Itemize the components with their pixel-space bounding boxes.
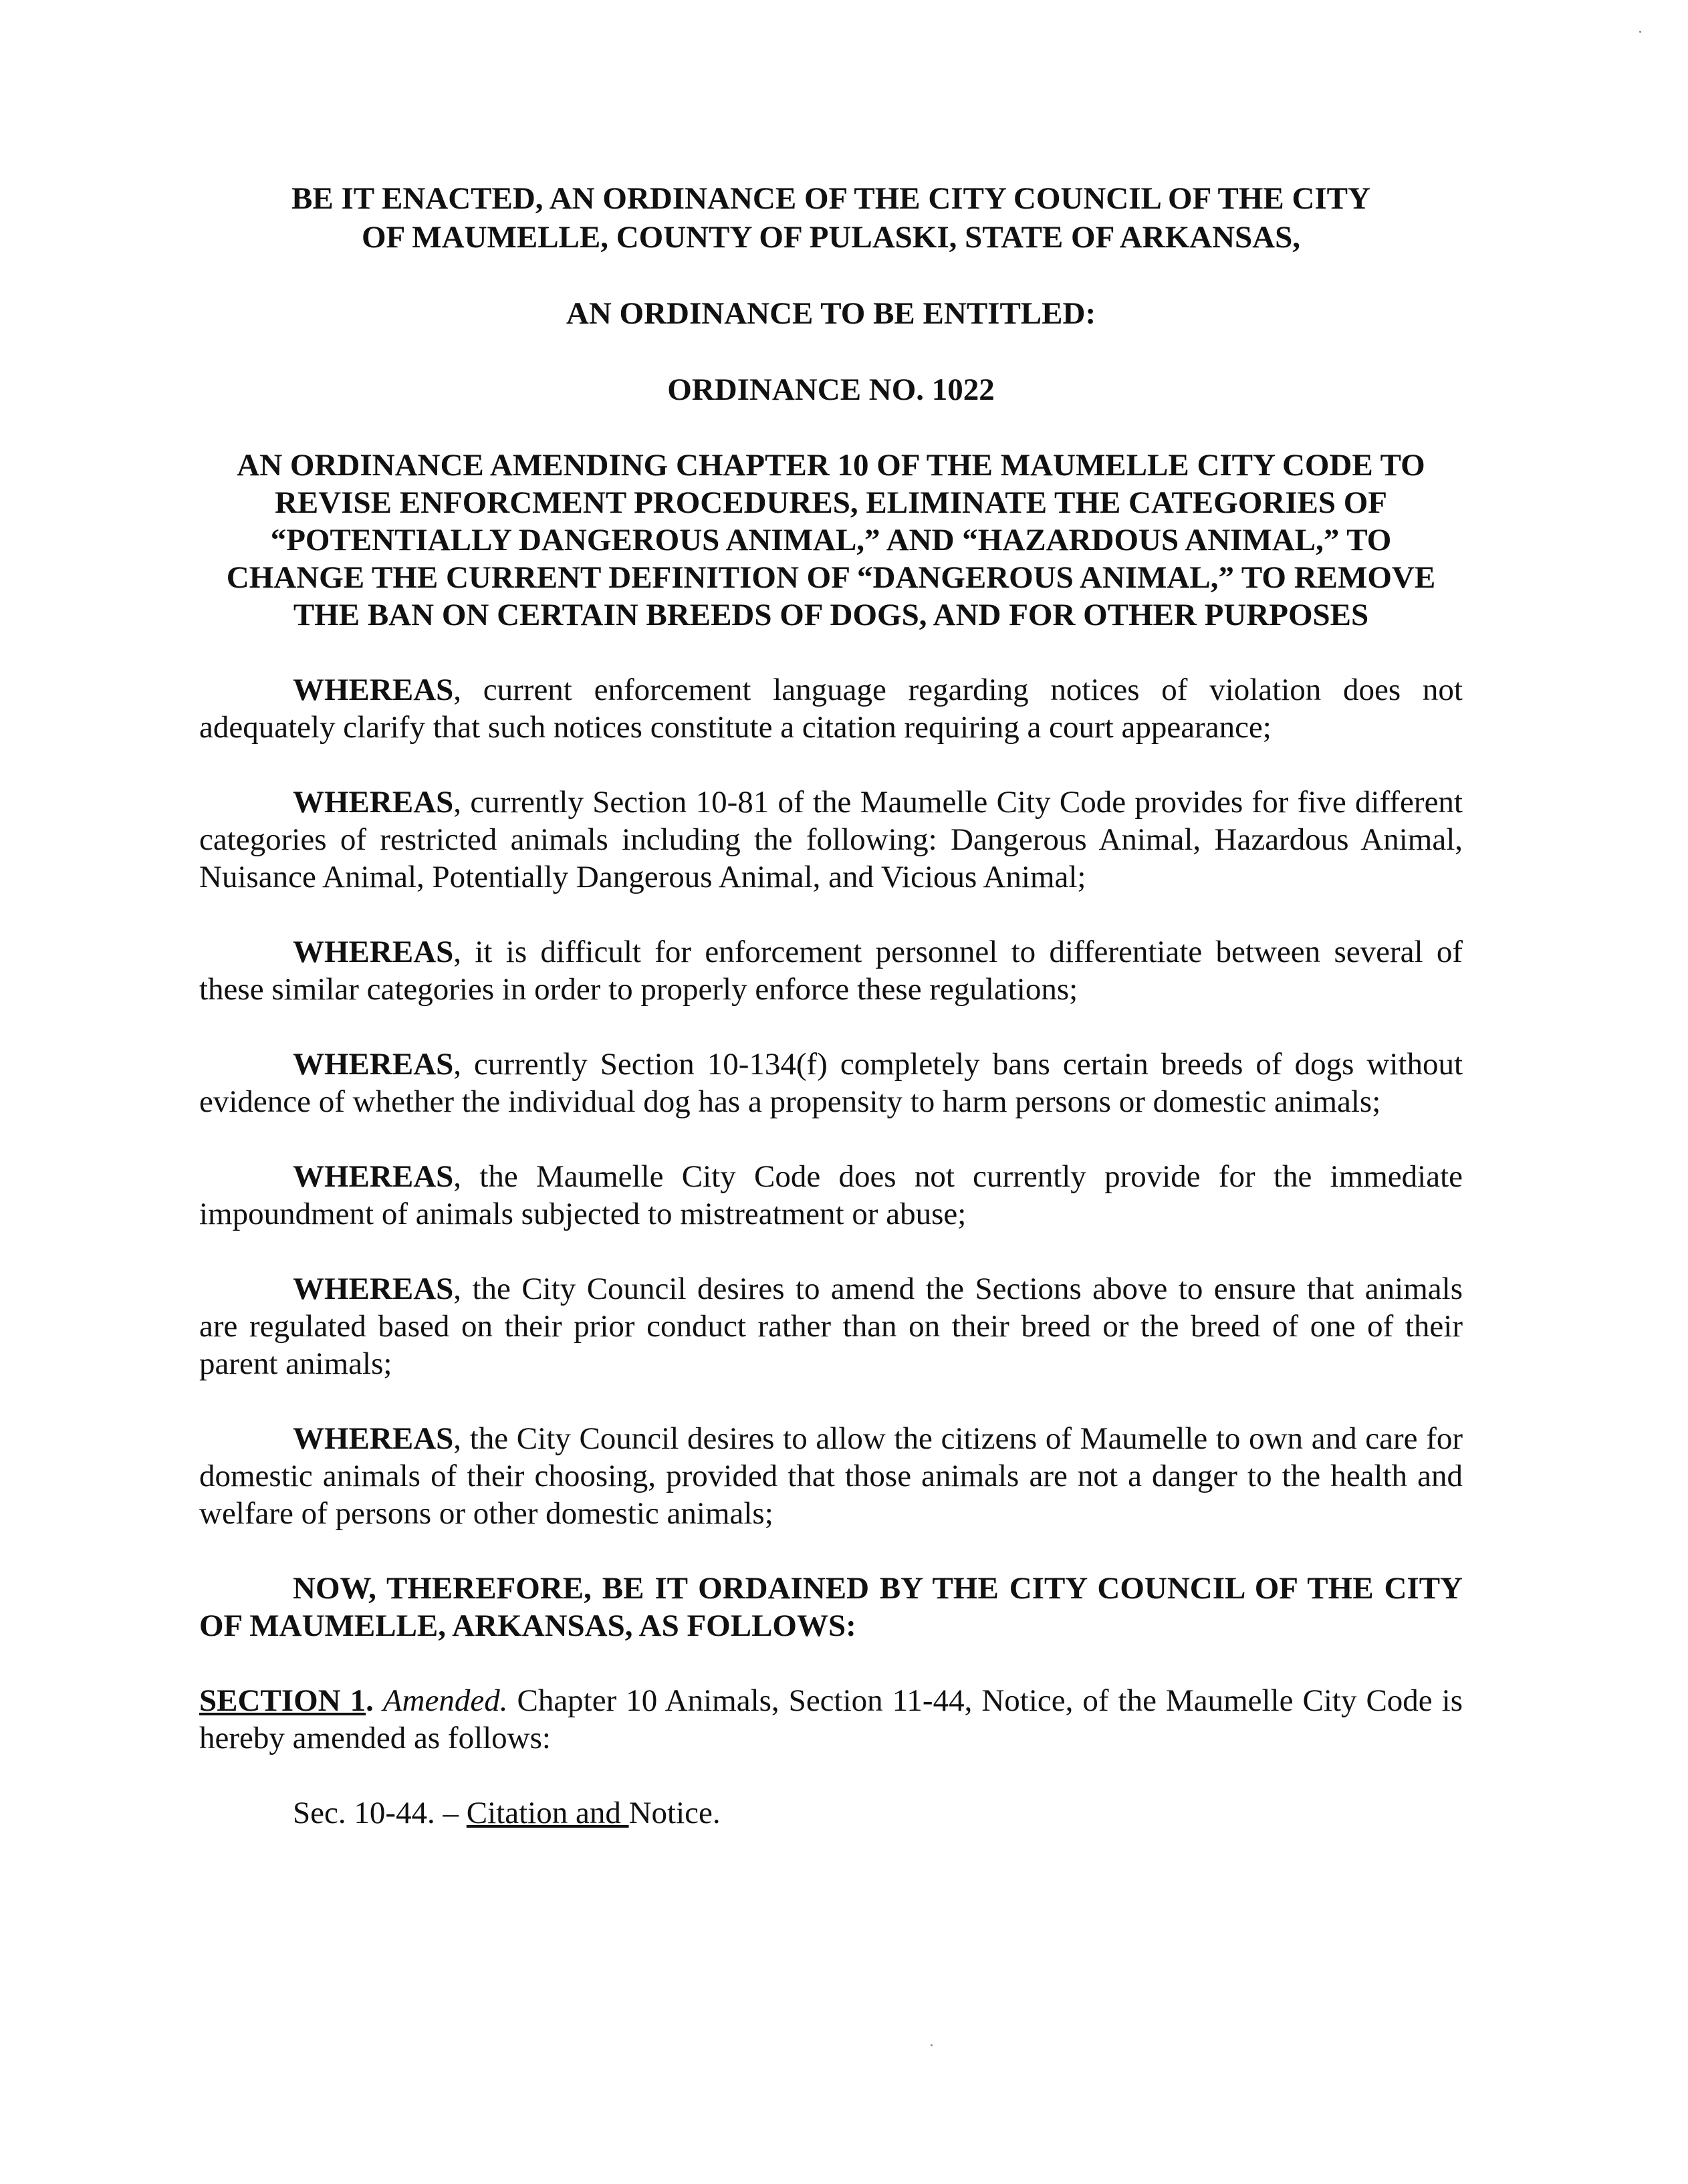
- whereas-clause: [199, 1158, 1463, 1233]
- whereas-text: , the City Council desires to amend the Sections above to ensure that animals are regulated based on their prior conduct rather than on their breed or the breed of one of their parent animals;: [199, 1271, 1463, 1381]
- whereas-clause: [199, 1046, 1463, 1120]
- whereas-text: , currently Section 10-81 of the Maumelle City Code provides for five different categories of restricted animals including the following: Dangerous Animal, Hazardous Animal, Nuisance Animal, Potentially Dangerous Animal, and Vicious Animal;: [199, 785, 1463, 894]
- whereas-lead: WHEREAS: [293, 1159, 454, 1194]
- subsection-prefix: Sec. 10-44. –: [293, 1796, 467, 1830]
- section-1: [199, 1682, 1463, 1757]
- whereas-text: , the Maumelle City Code does not currently provide for the immediate impoundment of animals subjected to mistreatment or abuse;: [199, 1159, 1463, 1231]
- whereas-clause: [199, 1270, 1463, 1382]
- subsection-heading: [199, 1794, 1463, 1832]
- ordinance-number: ORDINANCE NO. 1022: [667, 372, 995, 407]
- whereas-clause: [199, 783, 1463, 896]
- title-line: CHANGE THE CURRENT DEFINITION OF “DANGEROUS ANIMAL,” TO REMOVE: [226, 560, 1436, 595]
- enactment-line: OF MAUMELLE, COUNTY OF PULASKI, STATE OF ARKANSAS,: [361, 220, 1301, 255]
- title-line: “POTENTIALLY DANGEROUS ANIMAL,” AND “HAZARDOUS ANIMAL,” TO: [270, 523, 1392, 558]
- enactment-clause: [199, 179, 1463, 257]
- whereas-clause: [199, 933, 1463, 1008]
- document-body: [199, 179, 1463, 1832]
- ordained-clause: NOW, THEREFORE, BE IT ORDAINED BY THE CITY COUNCIL OF THE CITY OF MAUMELLE, ARKANSAS, AS FOLLOWS:: [199, 1571, 1463, 1643]
- whereas-clause: [199, 671, 1463, 746]
- title-line: AN ORDINANCE AMENDING CHAPTER 10 OF THE MAUMELLE CITY CODE TO: [237, 448, 1425, 483]
- whereas-text: , current enforcement language regarding notices of violation does not adequately clarify that such notices constitute a citation requiring a court appearance;: [199, 673, 1463, 745]
- section-1-text: Chapter 10 Animals, Section 11-44, Notice, of the Maumelle City Code is hereby amended as follows:: [199, 1683, 1463, 1755]
- section-1-status: Amended.: [382, 1683, 508, 1718]
- title-line: THE BAN ON CERTAIN BREEDS OF DOGS, AND FOR OTHER PURPOSES: [293, 598, 1369, 632]
- section-1-label: SECTION 1: [199, 1683, 366, 1718]
- enactment-line: BE IT ENACTED, AN ORDINANCE OF THE CITY COUNCIL OF THE CITY: [291, 181, 1370, 216]
- whereas-text: , it is difficult for enforcement personnel to differentiate between several of these similar categories in order to properly enforce these regulations;: [199, 935, 1463, 1007]
- whereas-lead: WHEREAS: [293, 1047, 454, 1082]
- whereas-clause: [199, 1420, 1463, 1532]
- whereas-lead: WHEREAS: [293, 1271, 454, 1306]
- scan-speck: [1639, 31, 1641, 33]
- subsection-inserted-text: Citation and: [466, 1796, 629, 1830]
- subsection-suffix: Notice.: [628, 1796, 721, 1830]
- whereas-lead: WHEREAS: [293, 673, 454, 707]
- section-1-period: .: [366, 1683, 374, 1718]
- title-line: REVISE ENFORCMENT PROCEDURES, ELIMINATE THE CATEGORIES OF: [274, 485, 1387, 520]
- scan-speck: [931, 2044, 933, 2046]
- whereas-text: , the City Council desires to allow the citizens of Maumelle to own and care for domestic animals of their choosing, provided that those animals are not a danger to the health and welfare of persons or other domestic animals;: [199, 1421, 1463, 1531]
- whereas-lead: WHEREAS: [293, 785, 454, 820]
- ordinance-title: [199, 447, 1463, 634]
- whereas-lead: WHEREAS: [293, 1421, 454, 1456]
- whereas-lead: WHEREAS: [293, 935, 454, 969]
- whereas-text: , currently Section 10-134(f) completely bans certain breeds of dogs without evidence of whether the individual dog has a propensity to harm persons or domestic animals;: [199, 1047, 1463, 1119]
- entitled-heading: AN ORDINANCE TO BE ENTITLED:: [566, 296, 1096, 331]
